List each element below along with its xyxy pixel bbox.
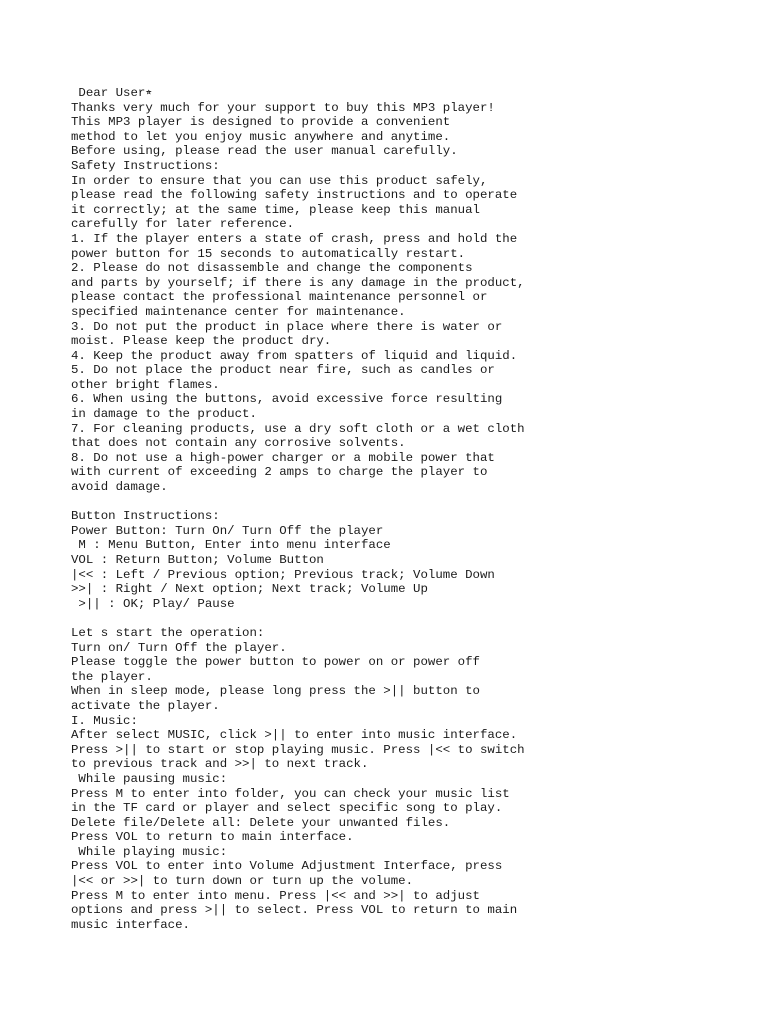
safety-line: in damage to the product. <box>71 407 257 422</box>
button-line: |<< : Left / Previous option; Previous track; Volume Down <box>71 567 495 582</box>
greeting-line: This MP3 player is designed to provide a convenient <box>71 115 451 130</box>
safety-line: avoid damage. <box>71 480 168 495</box>
safety-line: please read the following safety instructions and to operate <box>71 188 518 203</box>
buttons-heading: Button Instructions: <box>71 509 220 524</box>
operation-line: Press M to enter into menu. Press |<< and >>| to adjust <box>71 888 480 903</box>
button-instructions-section <box>71 509 751 611</box>
operation-line: Press VOL to enter into Volume Adjustment Interface, press <box>71 859 503 874</box>
safety-line: and parts by yourself; if there is any damage in the product, <box>71 275 525 290</box>
safety-line: other bright flames. <box>71 377 220 392</box>
music-heading: I. Music: <box>71 713 138 728</box>
safety-line: 3. Do not put the product in place where there is water or <box>71 319 503 334</box>
paragraph-gap <box>71 495 751 510</box>
safety-line: 1. If the player enters a state of crash, press and hold the <box>71 231 518 246</box>
safety-line: carefully for later reference. <box>71 217 295 232</box>
button-line: >>| : Right / Next option; Next track; Volume Up <box>71 582 428 597</box>
safety-line: that does not contain any corrosive solvents. <box>71 436 406 451</box>
safety-line: 8. Do not use a high-power charger or a mobile power that <box>71 450 495 465</box>
button-line: >|| : OK; Play/ Pause <box>71 596 235 611</box>
operation-line: Delete file/Delete all: Delete your unwanted files. <box>71 815 451 830</box>
greeting-line: method to let you enjoy music anywhere and anytime. <box>71 129 451 144</box>
safety-heading: Safety Instructions: <box>71 158 220 173</box>
greeting-section <box>71 86 751 159</box>
safety-section <box>71 159 751 495</box>
playing-subheading: While playing music: <box>71 844 228 859</box>
manual-page <box>71 86 751 932</box>
operation-line: |<< or >>| to turn down or turn up the volume. <box>71 874 414 889</box>
operation-line: in the TF card or player and select specific song to play. <box>71 801 503 816</box>
operation-line: Press M to enter into folder, you can check your music list <box>71 786 510 801</box>
operation-line: Press >|| to start or stop playing music. Press |<< to switch <box>71 742 525 757</box>
button-line: VOL : Return Button; Volume Button <box>71 553 324 567</box>
operation-line: Turn on/ Turn Off the player. <box>71 640 287 655</box>
greeting-line: Thanks very much for your support to buy this MP3 player! <box>71 100 495 115</box>
safety-line: please contact the professional maintenance personnel or <box>71 290 488 305</box>
safety-line: power button for 15 seconds to automatically restart. <box>71 246 466 261</box>
operation-line: Please toggle the power button to power on or power off <box>71 655 480 670</box>
safety-line: 5. Do not place the product near fire, such as candles or <box>71 363 495 378</box>
operation-line: activate the player. <box>71 698 220 713</box>
greeting-line: Dear User⭒ <box>71 86 153 100</box>
operation-line: options and press >|| to select. Press VOL to return to main <box>71 903 518 918</box>
operation-line: the player. <box>71 669 153 684</box>
safety-line: 2. Please do not disassemble and change the components <box>71 261 473 276</box>
operation-line: to previous track and >>| to next track. <box>71 757 369 772</box>
paragraph-gap <box>71 611 751 626</box>
safety-line: it correctly; at the same time, please keep this manual <box>71 202 480 217</box>
safety-line: 6. When using the buttons, avoid excessive force resulting <box>71 392 503 407</box>
safety-line: 4. Keep the product away from spatters of liquid and liquid. <box>71 348 518 363</box>
greeting-line: Before using, please read the user manual carefully. <box>71 144 458 159</box>
operation-heading: Let s start the operation: <box>71 625 265 640</box>
operation-line: After select MUSIC, click >|| to enter into music interface. <box>71 728 518 743</box>
safety-line: 7. For cleaning products, use a dry soft cloth or a wet cloth <box>71 421 525 436</box>
safety-line: In order to ensure that you can use this product safely, <box>71 173 488 188</box>
operation-line: music interface. <box>71 917 190 932</box>
operation-line: Press VOL to return to main interface. <box>71 830 354 845</box>
safety-line: with current of exceeding 2 amps to charge the player to <box>71 465 488 480</box>
safety-line: moist. Please keep the product dry. <box>71 334 332 349</box>
pausing-subheading: While pausing music: <box>71 771 228 786</box>
operation-section <box>71 626 751 932</box>
safety-line: specified maintenance center for maintenance. <box>71 304 406 319</box>
button-line: Power Button: Turn On/ Turn Off the player <box>71 523 384 538</box>
operation-line: When in sleep mode, please long press the >|| button to <box>71 684 480 699</box>
button-line: M : Menu Button, Enter into menu interface <box>71 538 391 553</box>
